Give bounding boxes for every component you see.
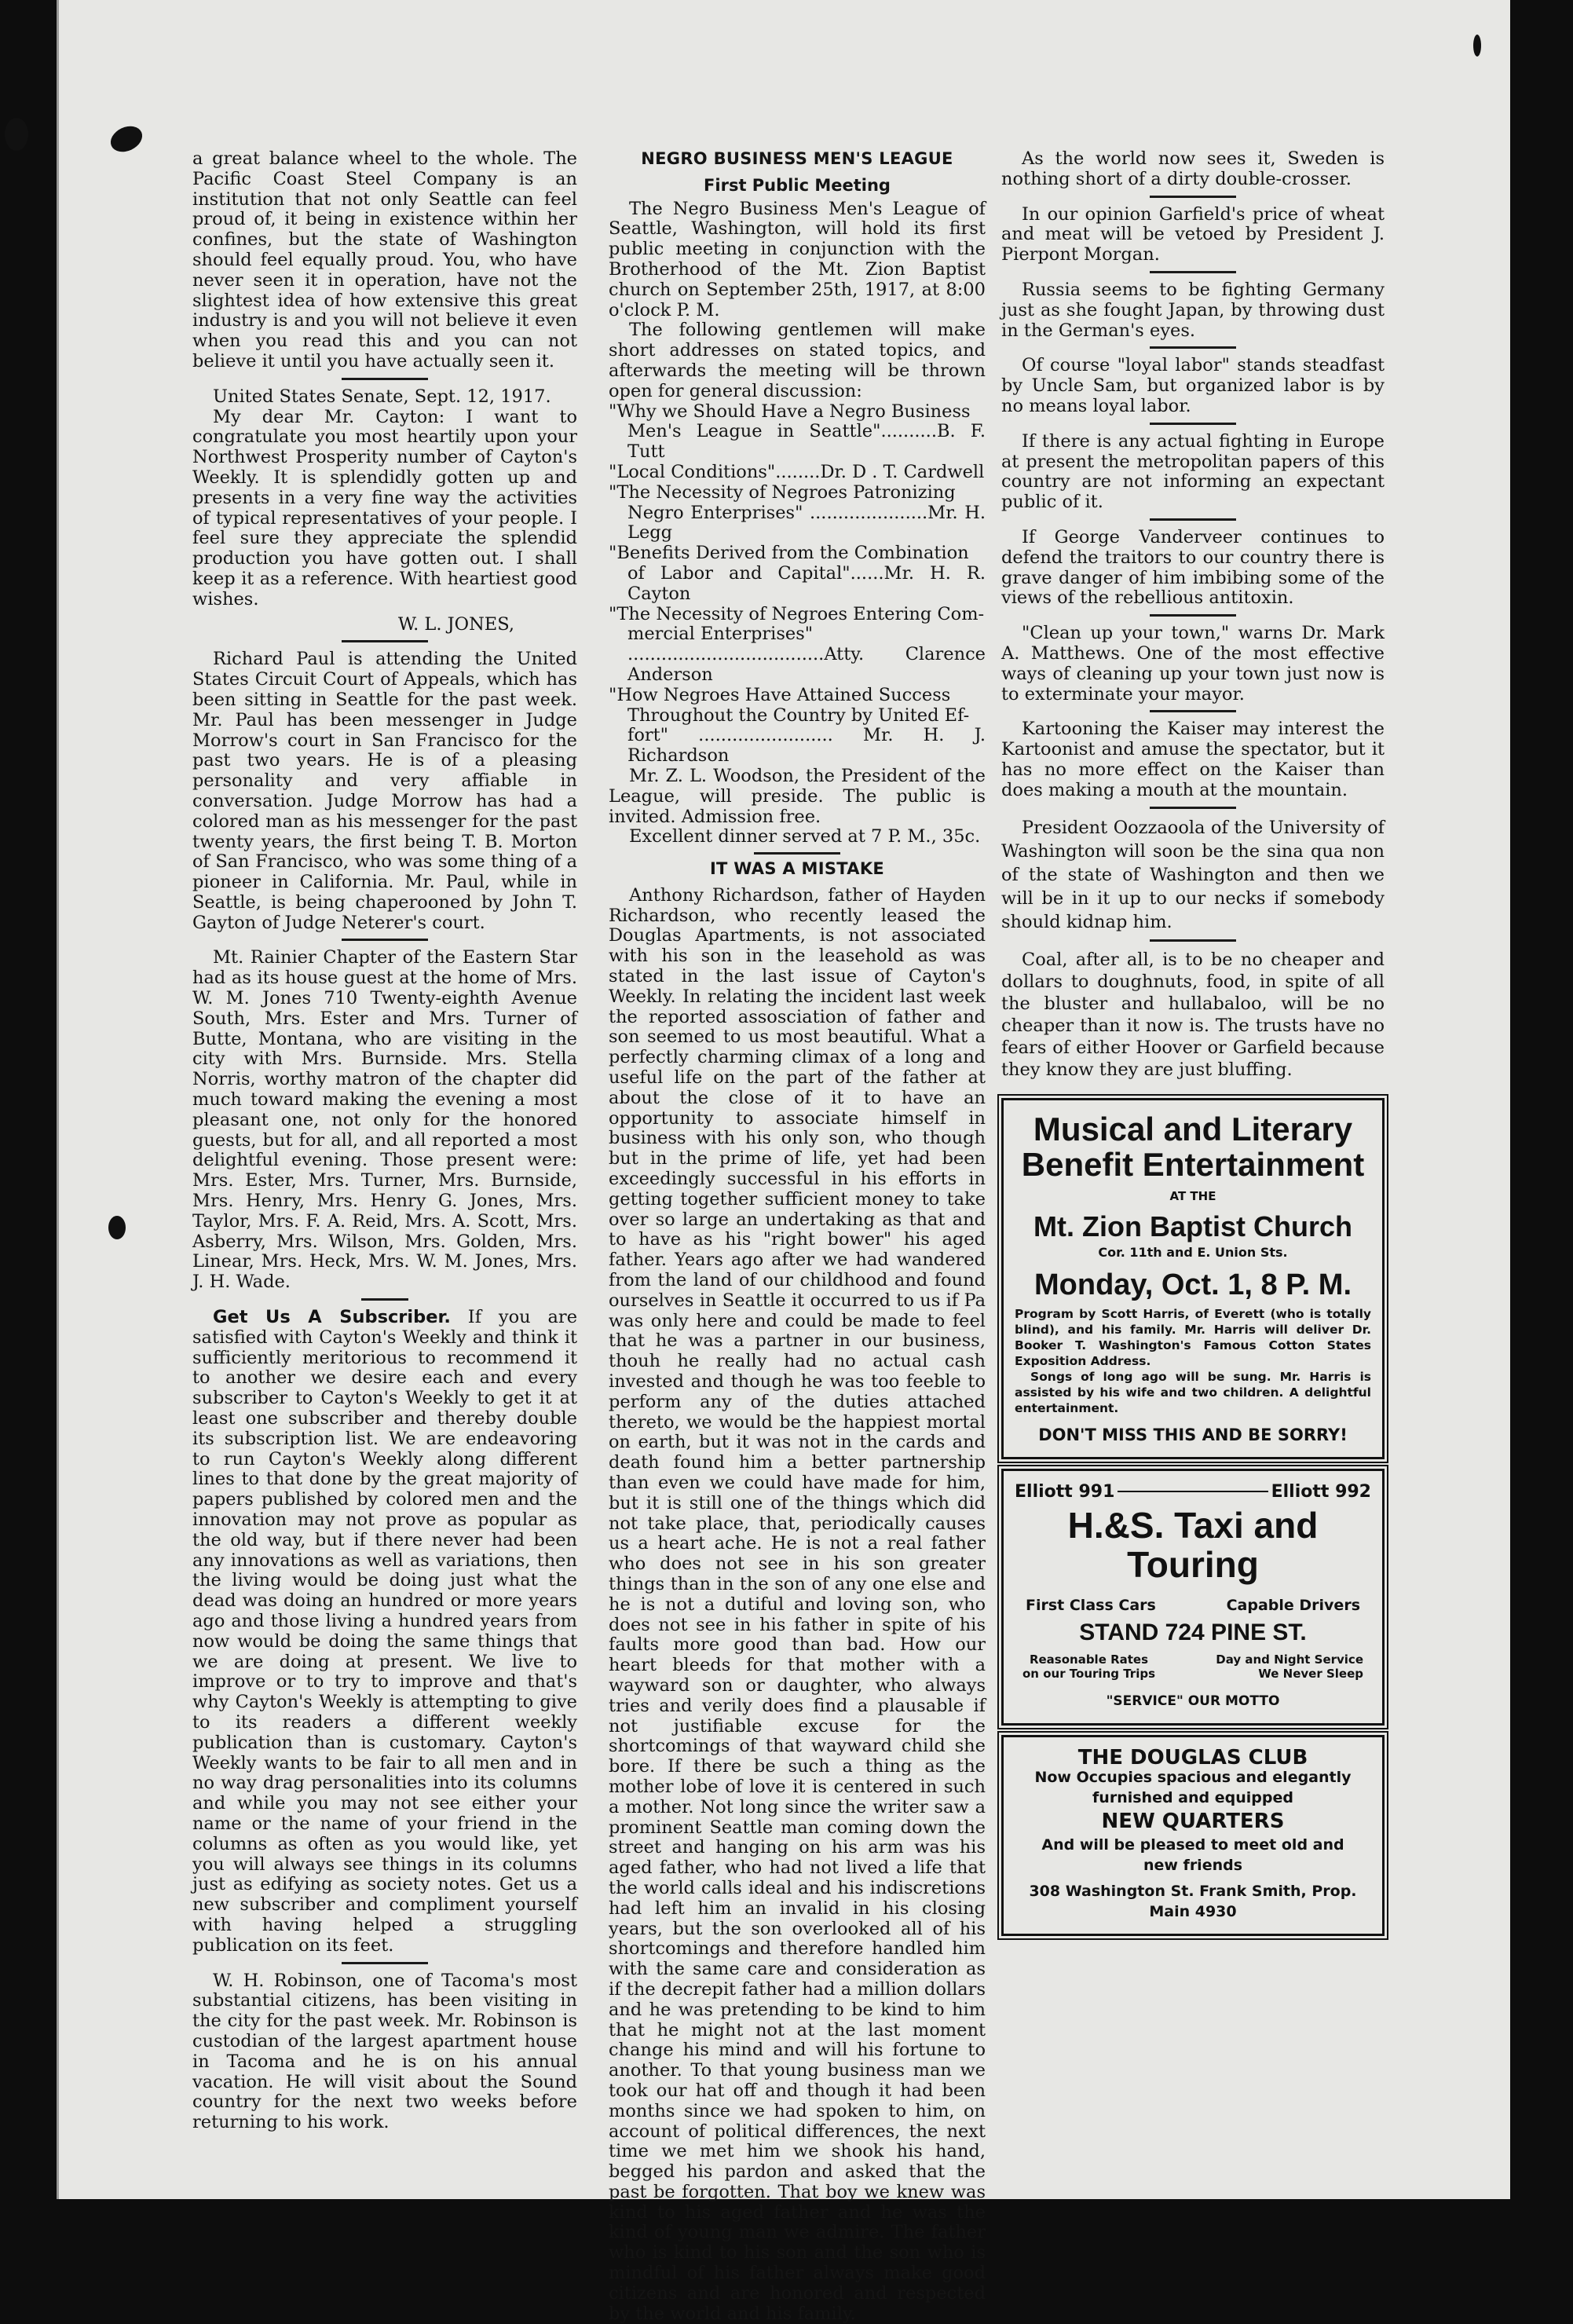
divider [1150, 939, 1236, 942]
column-1 [192, 149, 577, 2133]
ad-title-line-2: Benefit Entertainment [1021, 1145, 1365, 1183]
taxi-rates-2: on our Touring Trips [1022, 1666, 1155, 1681]
ink-blot [1473, 35, 1481, 57]
ink-blot [108, 1216, 126, 1239]
club-address: 308 Washington St. Frank Smith, Prop. [1029, 1883, 1357, 1901]
league-intro: The Negro Business Men's League of Seattle, Washington, will hold its first public meeting in conjunction with the Brotherhood of the Mt. Zion Baptist church on September 25th, 1917, at 8:00 o'clock P. M. [609, 198, 986, 320]
taxi-service-1: Day and Night Service [1216, 1652, 1363, 1667]
taxi-drivers: Capable Drivers [1226, 1596, 1360, 1614]
divider [1150, 423, 1236, 425]
speaker-topic: "Local Conditions"........Dr. D . T. Cardwell [609, 461, 985, 482]
ink-blot [5, 118, 28, 151]
note-kaiser: Kartooning the Kaiser may interest the Kartoonist and amuse the spectator, but it has no more effect on the Kaiser than does making a mouth at the mountain. [1001, 719, 1385, 800]
divider [1150, 807, 1236, 809]
speaker-name: ...................................Atty. Clarence Anderson [627, 644, 986, 685]
note-sweden: As the world now sees it, Sweden is nothing short of a dirty double-crosser. [1001, 148, 1385, 189]
taxi-phone-1: Elliott 991 [1015, 1481, 1115, 1502]
taxi-name: H.&S. Taxi and Touring [1067, 1505, 1319, 1585]
speaker-list [609, 402, 986, 767]
divider [754, 852, 840, 855]
divider [361, 1298, 408, 1301]
speaker-topic: "Benefits Derived from the Combination [609, 543, 969, 564]
ad-at: AT THE [1169, 1189, 1216, 1204]
divider [1150, 518, 1236, 521]
signature: W. L. JONES, [397, 613, 514, 635]
taxi-ad [1001, 1469, 1385, 1726]
rainier-paragraph: Mt. Rainier Chapter of the Eastern Star had as its house guest at the home of Mrs. W. M. Jones 710 Twenty-eighth Avenue South, Mrs. Ester and Mrs. Turner of Butte, Montana, who are visiting in the city with Mrs. Burnside. Mrs. Stella Norris, worthy matron of the chapter did much toward making the evening a most pleasant one, not only for the honored guests, but for all, and all reported a most delightful evening. Those present were: Mrs. Ester, Mrs. Turner, Mrs. Burnside, Mrs. Henry, Mrs. Henry G. Jones, Mrs. Taylor, Mrs. F. A. Reid, Mrs. A. Scott, Mrs. Asberry, Mrs. Wilson, Mrs. Golden, Mrs. Linear, Mrs. Heck, Mrs. W. M. Jones, Mrs. J. H. Wade. [192, 947, 577, 1293]
speaker-topic: "Why we Should Have a Negro Business [609, 401, 971, 422]
taxi-rates [1022, 1652, 1155, 1681]
speaker-name: fort" ........................ Mr. H. J. Richardson [627, 725, 986, 767]
speaker-topic: "The Necessity of Negroes Patronizing [609, 481, 956, 503]
divider [1150, 710, 1236, 712]
divider [1150, 614, 1236, 617]
club-phone: Main 4930 [1149, 1903, 1237, 1921]
note-russia: Russia seems to be fighting Germany just as she fought Japan, by throwing dust in the German's eyes. [1001, 279, 1385, 341]
note-labor: Of course "loyal labor" stands steadfast by Uncle Sam, but organized labor is by no means loyal labor. [1001, 355, 1385, 416]
senate-dateline: United States Senate, Sept. 12, 1917. [213, 386, 551, 407]
mistake-paragraph: Anthony Richardson, father of Hayden Richardson, who recently leased the Douglas Apartments, is not associated with his son in the leasehold as was stated in the last issue of Cayton's Weekly. In relating the incident last week the reported assosciation of father and son seemed to us most beautiful. What a perfectly charming climax of a long and useful life on the part of the father at about the close of it to have an opportunity to associate himself in business with his only son, who though but in the prime of life, yet had been exceedingly successful in his efforts in getting together sufficient money to take over so large an undertaking as that and to have as his "right bower" his aged father. Years ago after we had wandered from the land of our childhood and found ourselves in Seattle it occurred to us if Pa was only here and could be made to feel that he was a partner in our business, thouh he really had no actual cash invested and though he was too feeble to perform any of the duties attached thereto, we would be the happiest mortal on earth, but it was not in the cards and death found him a better partnership than even we could have made for him, but it is still one of the things which did not take place, that, periodically causes us a heart ache. He is not a real father who does not see in his son greater things than in the son of any one else and he is not a dutiful and loving son, who does not see in his father in spite of his faults more good than bad. How our heart bleeds for that mother with a wayward son or daughter, who always tries and verily does find a plausable if not justifiable excuse for the shortcomings of that wayward child she bore. If there be such a thing as the mother lobe of love it is centered in such a mother. Not long since the writer saw a prominent Seattle man coming down the street and hanging on his arm was his aged father, who had not lived a life that the world calls ideal and his indiscretions had left him an invalid in his closing years, but the son overlooked all of his shortcomings and therefore handled him with the same care and consideration as if the decrepit father had a million dollars and he was pretending to be kind to him that he might not at the last moment change his mind and will his fortune to another. To that young business man we took our hat off and though it had been months since we had spoken to him, on account of political differences, the next time we met him we shook his hand, begged his pardon and asked that the past be forgotten. That boy we knew was kind to his aged father and he was the kind of young man we admire. The father who is kind to his son and the son who is mindful of his father always make good citizens and are honored and respected by the world and his family. [609, 884, 986, 2324]
club-line-3: And will be pleased to meet old and [1041, 1835, 1344, 1854]
woodson-paragraph: Mr. Z. L. Woodson, the President of the League, will preside. The public is invited. Admission free. [609, 765, 986, 827]
note-vanderveer: If George Vanderveer continues to defend the traitors to our country there is grave danger of him imbibing some of the views of the rebellious antitoxin. [1001, 526, 1385, 609]
taxi-features [1015, 1596, 1371, 1616]
taxi-service-2: We Never Sleep [1258, 1666, 1363, 1681]
taxi-phones [1015, 1482, 1371, 1502]
ad-tagline: DON'T MISS THIS AND BE SORRY! [1038, 1425, 1348, 1444]
taxi-cars: First Class Cars [1026, 1596, 1156, 1614]
ad-church: Mt. Zion Baptist Church [1033, 1210, 1352, 1243]
note-garfield: In our opinion Garfield's price of wheat and meat will be vetoed by President J. Pierpont Morgan. [1001, 203, 1385, 265]
note-university: President Oozzaoola of the University of Washington will soon be the sina qua non of the state of Washington and then we will be in it up to our necks if somebody should kidnap him. [1001, 817, 1385, 932]
league-intro-2: The following gentlemen will make short addresses on stated topics, and afterwards the meeting will be thrown open for general discussion: [609, 320, 986, 401]
column-3 [1001, 149, 1385, 1936]
divider [1150, 346, 1236, 349]
speaker-topic: "The Necessity of Negroes Entering Com- [609, 603, 985, 624]
ad-title-line-1: Musical and Literary [1033, 1110, 1353, 1147]
club-line-4: new friends [1143, 1856, 1243, 1874]
divider [342, 1962, 428, 1964]
speaker-name: of Labor and Capital"......Mr. H. R. Cayton [627, 562, 986, 604]
divider [342, 640, 428, 642]
club-line-1: Now Occupies spacious and elegantly [1034, 1769, 1352, 1787]
club-line-2: furnished and equipped [1092, 1789, 1293, 1807]
ad-songs: Songs of long ago will be sung. Mr. Harris is assisted by his wife and two children. A delightful entertainment. [1015, 1369, 1371, 1415]
divider [342, 939, 428, 941]
divider [1150, 196, 1236, 198]
ad-date: Monday, Oct. 1, 8 P. M. [1033, 1268, 1352, 1301]
club-quarters: NEW QUARTERS [1101, 1810, 1285, 1834]
phone-divider [1118, 1491, 1268, 1492]
senate-letter: My dear Mr. Cayton: I want to congratulate you most heartily upon your Northwest Prosperity number of Cayton's Weekly. It is splendidly gotten up and presents in a very fine way the activities of typical representatives of your people. I feel sure they appreciate the splendid production you have gotten out. I shall keep it as a reference. With heartiest good wishes. [192, 406, 577, 609]
taxi-rates-1: Reasonable Rates [1029, 1652, 1149, 1667]
speaker-topic: Throughout the Country by United Ef- [627, 705, 970, 726]
taxi-service [1216, 1652, 1363, 1681]
club-title: THE DOUGLAS CLUB [1077, 1745, 1308, 1770]
robinson-paragraph: W. H. Robinson, one of Tacoma's most substantial citizens, has been visiting in the city for the past week. Mr. Robinson is custodian of the largest apartment house in Tacoma and he is on his annual vacation. He will visit about the Sound country for the next two weeks before returning to his work. [192, 1970, 577, 2133]
subscriber-lead: Get Us A Subscriber. [213, 1307, 451, 1328]
league-subhead: First Public Meeting [704, 175, 891, 195]
taxi-motto: "SERVICE" OUR MOTTO [1106, 1693, 1280, 1709]
douglas-club-ad [1001, 1735, 1385, 1936]
mistake-headline: IT WAS A MISTAKE [709, 859, 885, 879]
divider [1150, 271, 1236, 273]
ad-program: Program by Scott Harris, of Everett (who is totally blind), and his family. Mr. Harris will deliver Dr. Booker T. Washington's Famous Cotton States Exposition Address. [1015, 1306, 1371, 1368]
divider [342, 378, 428, 380]
speaker-name: Men's League in Seattle"..........B. F. Tutt [627, 421, 986, 463]
note-coal: Coal, after all, is to be no cheaper and dollars to doughnuts, food, in spite of all the bluster and hullabaloo, will be no cheaper than it now is. The trusts have no fears of either Hoover or Garfield because they know they are just bluffing. [1001, 949, 1385, 1080]
speaker-name: Negro Enterprises" .....................Mr. H. Legg [627, 502, 986, 543]
speaker-topic: "How Negroes Have Attained Success [609, 684, 951, 705]
taxi-details [1015, 1652, 1371, 1681]
steel-paragraph: a great balance wheel to the whole. The Pacific Coast Steel Company is an institution that not only Seattle can feel proud of, it being in existence within her confines, but the state of Washington should feel equally proud. You, who have never seen it in operation, have not the slightest idea of how extensive this great industry is and you will not believe it even when you read this and you can not believe it until you have actually seen it. [192, 148, 577, 371]
ad-church-address: Cor. 11th and E. Union Sts. [1098, 1244, 1288, 1260]
subscriber-body: If you are satisfied with Cayton's Weekly and think it sufficiently meritorious to recommend it to another we desire each and every subscriber to Cayton's Weekly to get it at least one subscriber and thereby double its subscription list. We are endeavoring to run Cayton's Weekly along different lines to that done by the great majority of papers published by colored men and the innovation may not prove as popular as the old way, but if there never had been any innovations as well as variations, then the living would be doing just what the dead was doing an hundred or more years ago and those living a hundred years from now would be doing the same things that we are doing at present. We live to improve or to try to improve and that's why Cayton's Weekly is attempting to give to its readers a different weekly publication than is customary. Cayton's Weekly wants to be fair to all men and in no way drag personalities into its columns and while you may not see either your name or the name of your friend in the columns as often as you would like, yet you will always see things in its columns just as edifying as society notes. Get us a new subscriber and compliment yourself with having helped a struggling publication on its feet. [192, 1307, 578, 1956]
subscriber-paragraph [192, 1308, 577, 1956]
note-matthews: "Clean up your town," warns Dr. Mark A. Matthews. One of the most effective ways of cleaning up your town just now is to exterminate your mayor. [1001, 623, 1385, 705]
column-2 [609, 149, 986, 2324]
note-europe: If there is any actual fighting in Europe at present the metropolitan papers of this country are not informing an expectant public of it. [1001, 430, 1385, 513]
taxi-phone-2: Elliott 992 [1271, 1481, 1371, 1502]
benefit-entertainment-ad [1001, 1098, 1385, 1459]
taxi-stand: STAND 724 PINE ST. [1079, 1619, 1307, 1646]
dinner-note: Excellent dinner served at 7 P. M., 35c. [629, 826, 981, 847]
league-headline: NEGRO BUSINESS MEN'S LEAGUE [641, 149, 953, 168]
paul-paragraph: Richard Paul is attending the United States Circuit Court of Appeals, which has been sitting in Seattle for the past week. Mr. Paul has been messenger in Judge Morrow's court in San Francisco for the past two years. He is of a pleasing personality and very affiable in conversation. Judge Morrow has had a colored man as his messenger for the past twenty years, the first being T. B. Morton of San Francisco, who was some thing of a pioneer in California. Mr. Paul, while in Seattle, is being chaperooned by John T. Gayton of Judge Neterer's court. [192, 649, 577, 933]
speaker-topic: mercial Enterprises" [627, 624, 814, 645]
